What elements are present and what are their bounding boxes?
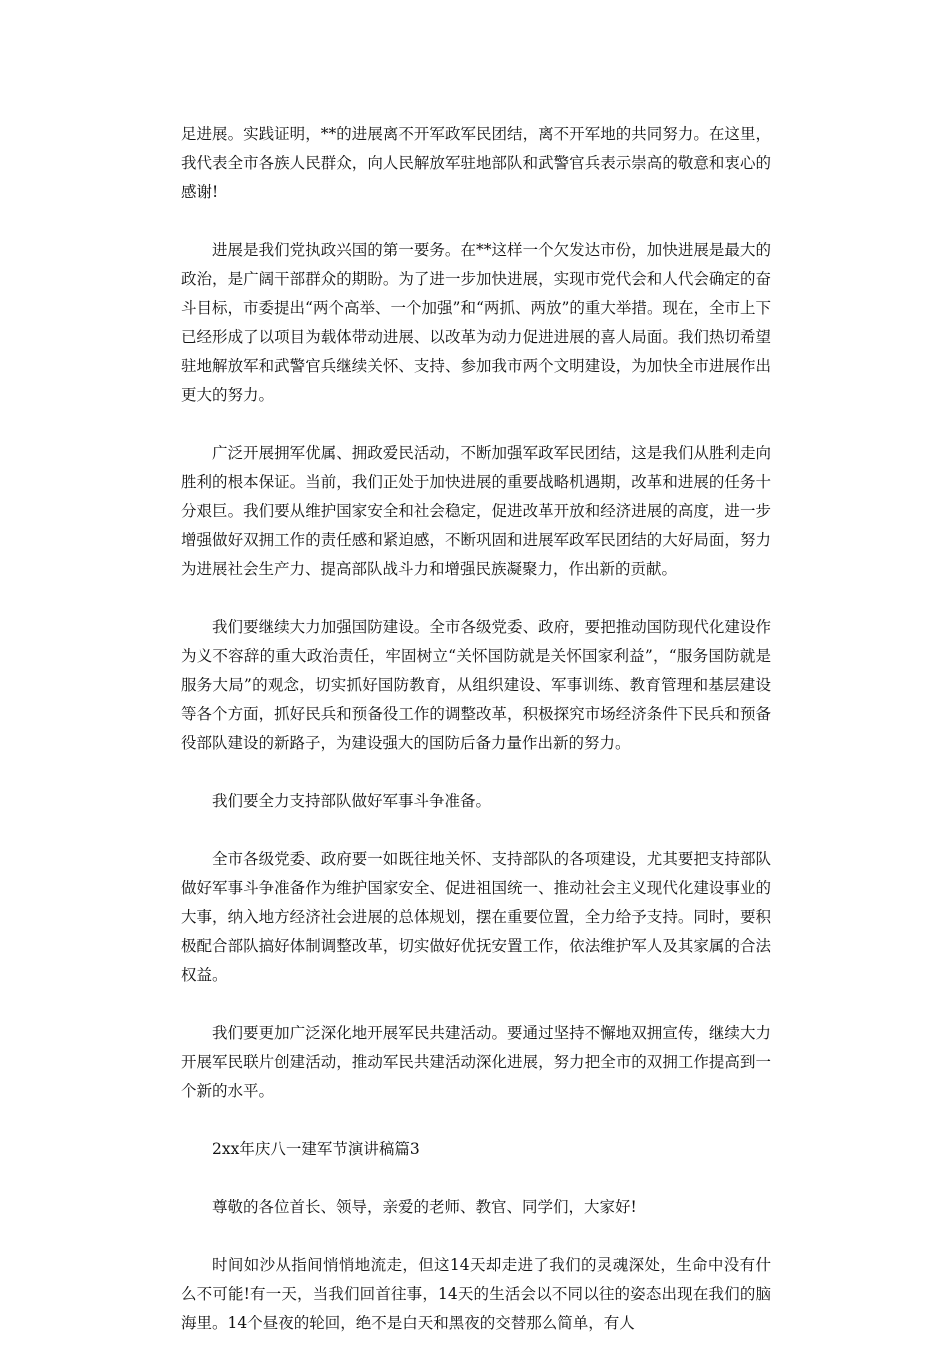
- paragraph-6: 全市各级党委、政府要一如既往地关怀、支持部队的各项建设，尤其要把支持部队做好军事斗争准备作为维护国家安全、促进祖国统一、推动社会主义现代化建设事业的大事，纳入地方经济社会进展的总体规划，摆在重要位置，全力给予支持。同时，要积极配合部队搞好体制调整改革，切实做好优抚安置工作，依法维护军人及其家属的合法权益。: [181, 850, 771, 984]
- section-heading: 2xx年庆八一建军节演讲稿篇3: [212, 1140, 420, 1158]
- paragraph-2: 进展是我们党执政兴国的第一要务。在**这样一个欠发达市份，加快进展是最大的政治，是广阔干部群众的期盼。为了进一步加快进展，实现市党代会和人代会确定的奋斗目标，市委提出“两个高举、一个加强”和“两抓、两放”的重大举措。现在，全市上下已经形成了以项目为载体带动进展、以改革为动力促进进展的喜人局面。我们热切希望驻地解放军和武警官兵继续关怀、支持、参加我市两个文明建设，为加快全市进展作出更大的努力。: [181, 241, 771, 404]
- paragraph-4: 我们要继续大力加强国防建设。全市各级党委、政府，要把推动国防现代化建设作为义不容辞的重大政治责任，牢固树立“关怀国防就是关怀国家利益”，“服务国防就是服务大局”的观念，切实抓好国防教育，从组织建设、军事训练、教育管理和基层建设等各个方面，抓好民兵和预备役工作的调整改革，积极探究市场经济条件下民兵和预备役部队建设的新路子，为建设强大的国防后备力量作出新的努力。: [181, 618, 771, 752]
- paragraph-7: 我们要更加广泛深化地开展军民共建活动。要通过坚持不懈地双拥宣传，继续大力开展军民联片创建活动，推动军民共建活动深化进展，努力把全市的双拥工作提高到一个新的水平。: [181, 1024, 771, 1100]
- paragraph-3: 广泛开展拥军优属、拥政爱民活动，不断加强军政军民团结，这是我们从胜利走向胜利的根本保证。当前，我们正处于加快进展的重要战略机遇期，改革和进展的任务十分艰巨。我们要从维护国家安全和社会稳定，促进改革开放和经济进展的高度，进一步增强做好双拥工作的责任感和紧迫感，不断巩固和进展军政军民团结的大好局面，努力为进展社会生产力、提高部队战斗力和增强民族凝聚力，作出新的贡献。: [181, 444, 771, 578]
- paragraph-5: 我们要全力支持部队做好军事斗争准备。: [212, 792, 492, 810]
- greeting: 尊敬的各位首长、领导，亲爱的老师、教官、同学们，大家好!: [212, 1198, 637, 1216]
- paragraph-1: 足进展。实践证明，**的进展离不开军政军民团结，离不开军地的共同努力。在这里，我代表全市各族人民群众，向人民解放军驻地部队和武警官兵表示崇高的敬意和衷心的感谢!: [181, 125, 771, 201]
- document-body: [181, 120, 771, 1367]
- paragraph-8: 时间如沙从指间悄悄地流走，但这14天却走进了我们的灵魂深处，生命中没有什么不可能!有一天，当我们回首往事，14天的生活会以不同以往的姿态出现在我们的脑海里。14个昼夜的轮回，绝不是白天和黑夜的交替那么简单，有人: [181, 1256, 771, 1332]
